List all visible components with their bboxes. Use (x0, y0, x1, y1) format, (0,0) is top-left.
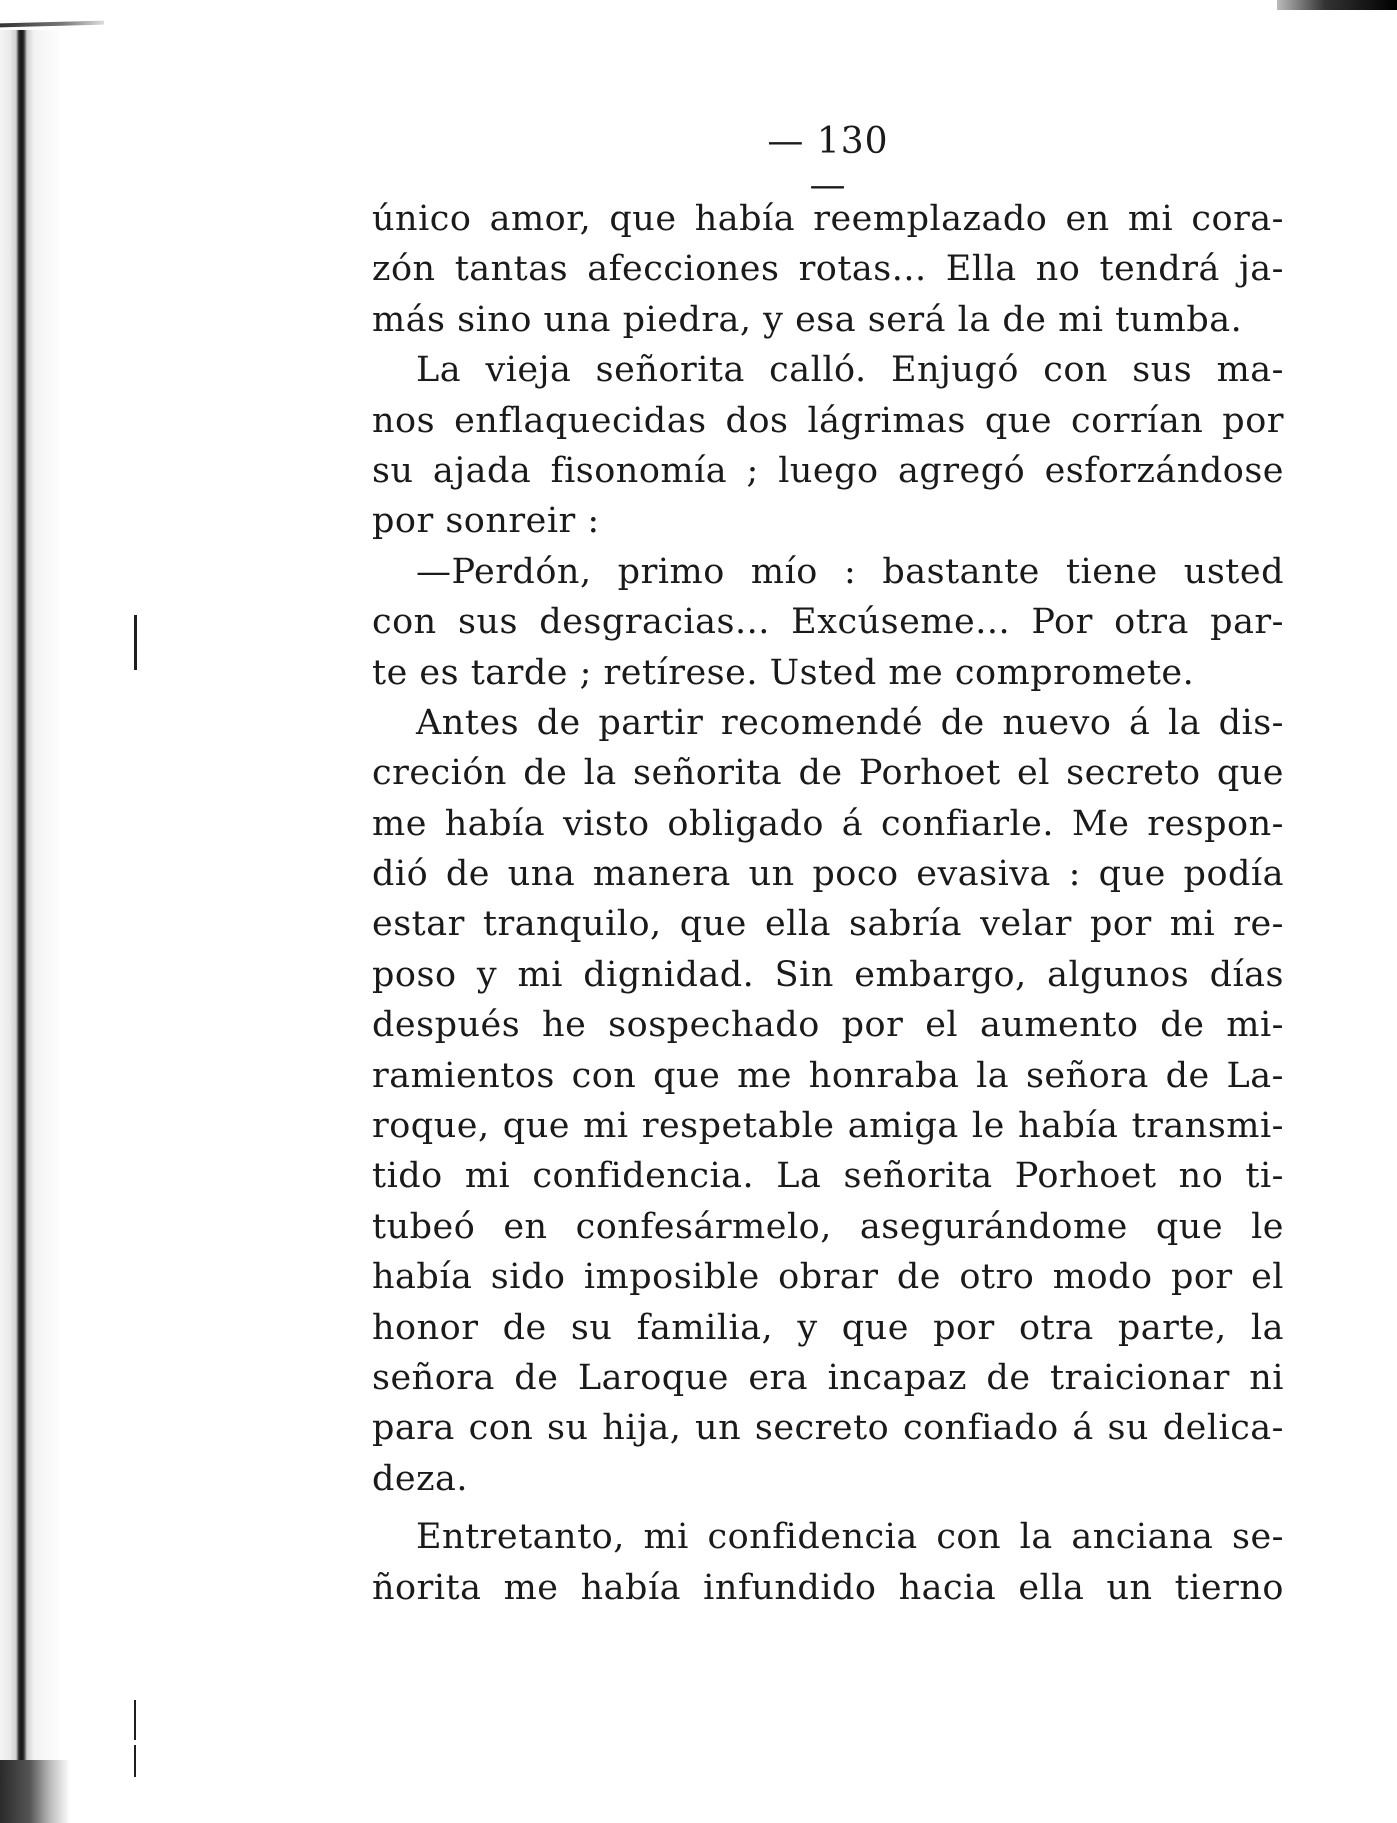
text-line: te es tarde ; retírese. Usted me compromete. (372, 652, 1195, 693)
text-line: después he sospechado por el aumento de mi- (372, 1005, 1284, 1046)
book-binding-edge (0, 30, 62, 1823)
text-line: señora de Laroque era incapaz de traicionar ni (372, 1357, 1284, 1398)
text-line: ñorita me había infundido hacia ella un tierno (372, 1567, 1284, 1608)
text-line: más sino una piedra, y esa será la de mi tumba. (372, 299, 1243, 340)
text-line: para con su hija, un secreto confiado á su delica- (372, 1408, 1284, 1449)
text-line: poso y mi dignidad. Sin embargo, algunos días (372, 954, 1284, 995)
text-line: con sus desgracias... Excúseme... Por otra par- (372, 602, 1284, 643)
text-line: tido mi confidencia. La señorita Porhoet no ti- (372, 1156, 1284, 1197)
text-line: honor de su familia, y que por otra parte, la (372, 1307, 1284, 1348)
scan-corner-mark (0, 21, 104, 28)
margin-mark (134, 615, 137, 670)
text-line: zón tantas afecciones rotas... Ella no tendrá ja- (372, 249, 1284, 290)
text-line: ramientos con que me honraba la señora de La- (372, 1055, 1284, 1096)
page-number: — 130 — (767, 121, 889, 206)
text-line: roque, que mi respetable amiga le había transmi- (372, 1106, 1284, 1147)
text-line: único amor, que había reemplazado en mi cora- (372, 199, 1284, 239)
text-line: había sido imposible obrar de otro modo por el (372, 1257, 1284, 1298)
text-line: estar tranquilo, que ella sabría velar por mi re- (372, 904, 1284, 945)
scan-corner-mark (1277, 0, 1397, 10)
text-line: nos enflaquecidas dos lágrimas que corrían por (372, 400, 1284, 441)
text-line: Entretanto, mi confidencia con la anciana se- (416, 1517, 1284, 1558)
text-line: dió de una manera un poco evasiva : que podía (372, 854, 1284, 895)
text-line: por sonreir : (372, 501, 600, 542)
text-line: su ajada fisonomía ; luego agregó esforzándose (372, 450, 1284, 491)
paragraph-gap (372, 1504, 1284, 1512)
margin-mark (134, 1745, 136, 1777)
text-line: deza. (372, 1458, 469, 1499)
body-text (372, 194, 1284, 1613)
text-line: tubeó en confesármelo, asegurándome que le (372, 1206, 1284, 1247)
margin-mark (134, 1700, 136, 1740)
text-line: La vieja señorita calló. Enjugó con sus ma- (416, 350, 1284, 391)
text-line: me había visto obligado á confiarle. Me respon- (372, 803, 1284, 844)
text-line: Antes de partir recomendé de nuevo á la dis- (416, 702, 1284, 743)
text-line: —Perdón, primo mío : bastante tiene usted (416, 551, 1284, 592)
text-line: creción de la señorita de Porhoet el secreto que (372, 753, 1284, 794)
binding-shadow (0, 1760, 70, 1823)
